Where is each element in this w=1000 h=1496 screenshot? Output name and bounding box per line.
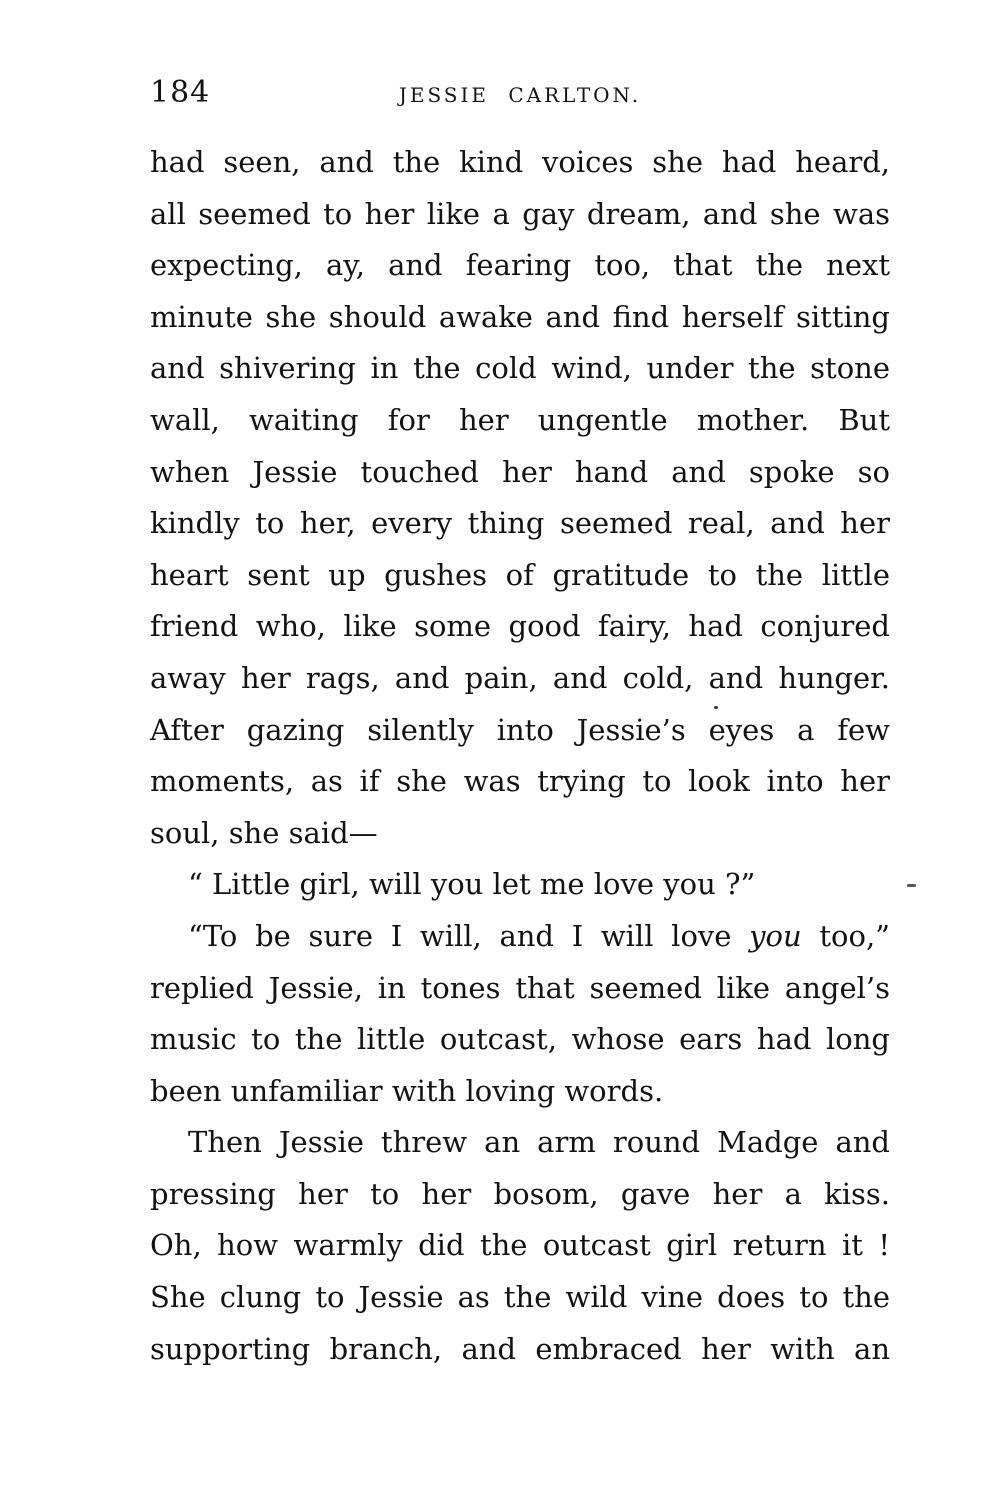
page-number: 184 (150, 75, 211, 110)
text-segment: moments, as if she was trying to look into her (150, 764, 890, 799)
text-line (150, 911, 890, 963)
page-header (150, 76, 890, 116)
text-segment: wall, waiting for her ungentle mother. But (150, 402, 890, 437)
text-line (150, 859, 890, 911)
text-segment: supporting branch, and embraced her with an (150, 1331, 890, 1366)
text-segment: kindly to her, every thing seemed real, and her (150, 506, 890, 541)
text-segment: had seen, and the kind voices she had heard, (150, 145, 890, 179)
text-segment: replied Jessie, in tones that seemed like angel’s (150, 970, 890, 1005)
text-segment: minute she should awake and find herself sitting (150, 299, 890, 334)
text-segment: After gazing silently into Jessie’s eyes a few (150, 712, 890, 747)
text-line (150, 963, 890, 1015)
text-segment: and shivering in the cold wind, under the stone (150, 351, 890, 386)
text-segment: friend who, like some good fairy, had conjured (150, 609, 890, 644)
text-line (150, 1220, 890, 1272)
text-line (150, 705, 890, 757)
text-segment: “ Little girl, will you let me love you ?” (188, 867, 756, 902)
scan-artifact-dot (714, 706, 718, 709)
italic-text-segment: you (749, 918, 802, 953)
text-line (150, 1324, 890, 1376)
text-segment: She clung to Jessie as the wild vine does to the (150, 1280, 890, 1315)
text-segment: heart sent up gushes of gratitude to the little (150, 557, 890, 592)
text-segment: music to the little outcast, whose ears had long (150, 1022, 890, 1057)
text-line (150, 550, 890, 602)
text-segment: all seemed to her like a gay dream, and she was (150, 196, 890, 231)
text-line (150, 447, 890, 499)
text-segment: “To be sure I will, and I will love (188, 918, 750, 953)
text-line (150, 756, 890, 808)
text-line (150, 1169, 890, 1221)
text-line (150, 395, 890, 447)
text-line (150, 1272, 890, 1324)
text-segment: expecting, ay, and fearing too, that the next (150, 248, 890, 283)
text-line (150, 137, 890, 189)
text-block (150, 137, 890, 1375)
text-segment: when Jessie touched her hand and spoke so (150, 454, 890, 489)
text-segment: pressing her to her bosom, gave her a kiss. (150, 1176, 890, 1211)
text-segment: away her rags, and pain, and cold, and hunger. (150, 660, 890, 695)
text-line (150, 1066, 890, 1118)
text-segment: been unfamiliar with loving words. (150, 1073, 664, 1108)
text-segment: Then Jessie threw an arm round Madge and (188, 1125, 890, 1160)
text-segment: soul, she said— (150, 815, 378, 850)
text-line (150, 189, 890, 241)
text-line (150, 601, 890, 653)
text-line (150, 498, 890, 550)
text-line (150, 1117, 890, 1169)
text-segment: Oh, how warmly did the outcast girl return it ! (150, 1228, 890, 1263)
text-line (150, 1014, 890, 1066)
scan-artifact-dash (907, 884, 916, 887)
text-line (150, 653, 890, 705)
text-line (150, 292, 890, 344)
text-line (150, 240, 890, 292)
running-header-title: JESSIE CARLTON. (398, 83, 642, 107)
text-segment: too,” (801, 918, 890, 953)
text-line (150, 343, 890, 395)
text-line (150, 808, 890, 860)
